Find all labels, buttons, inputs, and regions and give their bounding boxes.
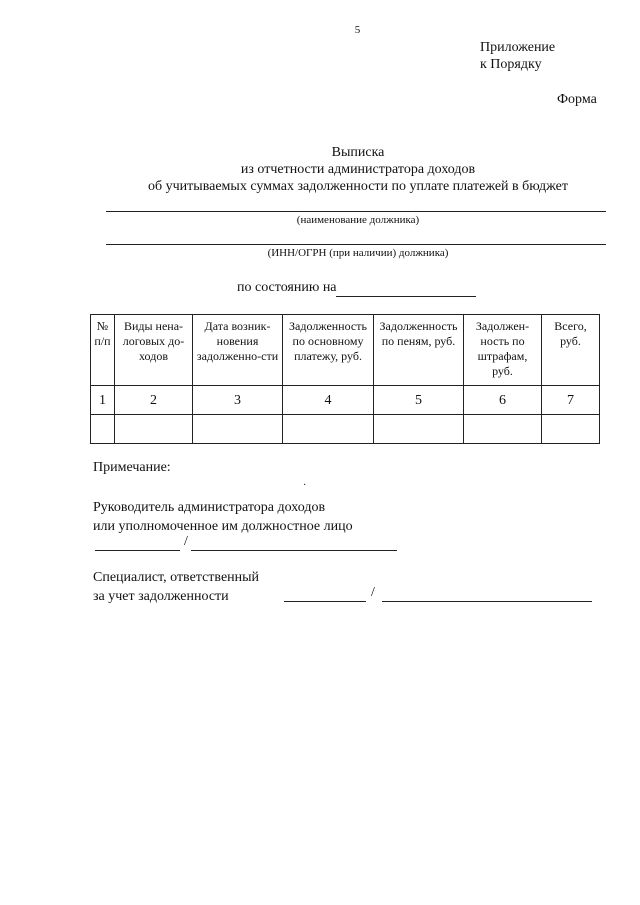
header-total: Всего, руб. [542, 315, 600, 386]
as-of-label: по состоянию на [237, 280, 337, 295]
specialist-signature-line-1: Специалист, ответственный [93, 570, 260, 585]
header-principal-debt: Задолженность по основному платежу, руб. [283, 315, 374, 386]
table-number-row [91, 386, 600, 415]
specialist-signature-separator: / [371, 585, 375, 600]
debtor-name-caption: (наименование должника) [296, 214, 420, 226]
head-name-blank [191, 550, 397, 551]
table-cell [374, 415, 464, 444]
head-signature-line-2: или уполномоченное им должностное лицо [93, 519, 353, 534]
title-line-1: Выписка [331, 145, 385, 160]
header-fine-debt: Задолжен-ность по штрафам, руб. [464, 315, 542, 386]
col-number-3: 3 [193, 386, 283, 415]
form-label: Форма [557, 92, 597, 107]
col-number-1: 1 [91, 386, 115, 415]
head-signature-block [93, 498, 353, 536]
header-income-type: Виды нена-логовых до-ходов [115, 315, 193, 386]
table-header-row [91, 315, 600, 386]
debtor-name-line [106, 211, 606, 212]
debt-table [90, 314, 600, 444]
page-number: 5 [354, 24, 361, 36]
debtor-inn-caption: (ИНН/ОГРН (при наличии) должника) [267, 247, 449, 259]
col-number-7: 7 [542, 386, 600, 415]
col-number-6: 6 [464, 386, 542, 415]
specialist-signature-blank [284, 601, 366, 602]
debtor-inn-line [106, 244, 606, 245]
table-cell [115, 415, 193, 444]
head-signature-separator: / [184, 534, 188, 549]
appendix-line-2: к Порядку [480, 57, 542, 72]
table-cell [91, 415, 115, 444]
stray-mark: · [303, 480, 307, 491]
appendix-reference [480, 39, 555, 73]
head-signature-blank [95, 550, 180, 551]
specialist-name-blank [382, 601, 592, 602]
table-cell [283, 415, 374, 444]
col-number-5: 5 [374, 386, 464, 415]
table-cell [193, 415, 283, 444]
table-cell [542, 415, 600, 444]
as-of-date-line [336, 296, 476, 297]
col-number-4: 4 [283, 386, 374, 415]
specialist-signature-block [93, 568, 259, 606]
title-line-2: из отчетности администратора доходов [240, 162, 476, 177]
header-debt-date: Дата возник-новения задолженно-сти [193, 315, 283, 386]
appendix-line-1: Приложение [480, 40, 556, 55]
col-number-2: 2 [115, 386, 193, 415]
title-line-3: об учитываемых суммах задолженности по уплате платежей в бюджет [148, 179, 568, 194]
header-row-number: № п/п [91, 315, 115, 386]
document-title [100, 144, 616, 195]
header-penalty-debt: Задолженность по пеням, руб. [374, 315, 464, 386]
table-row [91, 415, 600, 444]
specialist-signature-line-2: за учет задолженности [93, 589, 229, 604]
head-signature-line-1: Руководитель администратора доходов [93, 500, 326, 515]
table-cell [464, 415, 542, 444]
note-label: Примечание: [93, 460, 171, 475]
